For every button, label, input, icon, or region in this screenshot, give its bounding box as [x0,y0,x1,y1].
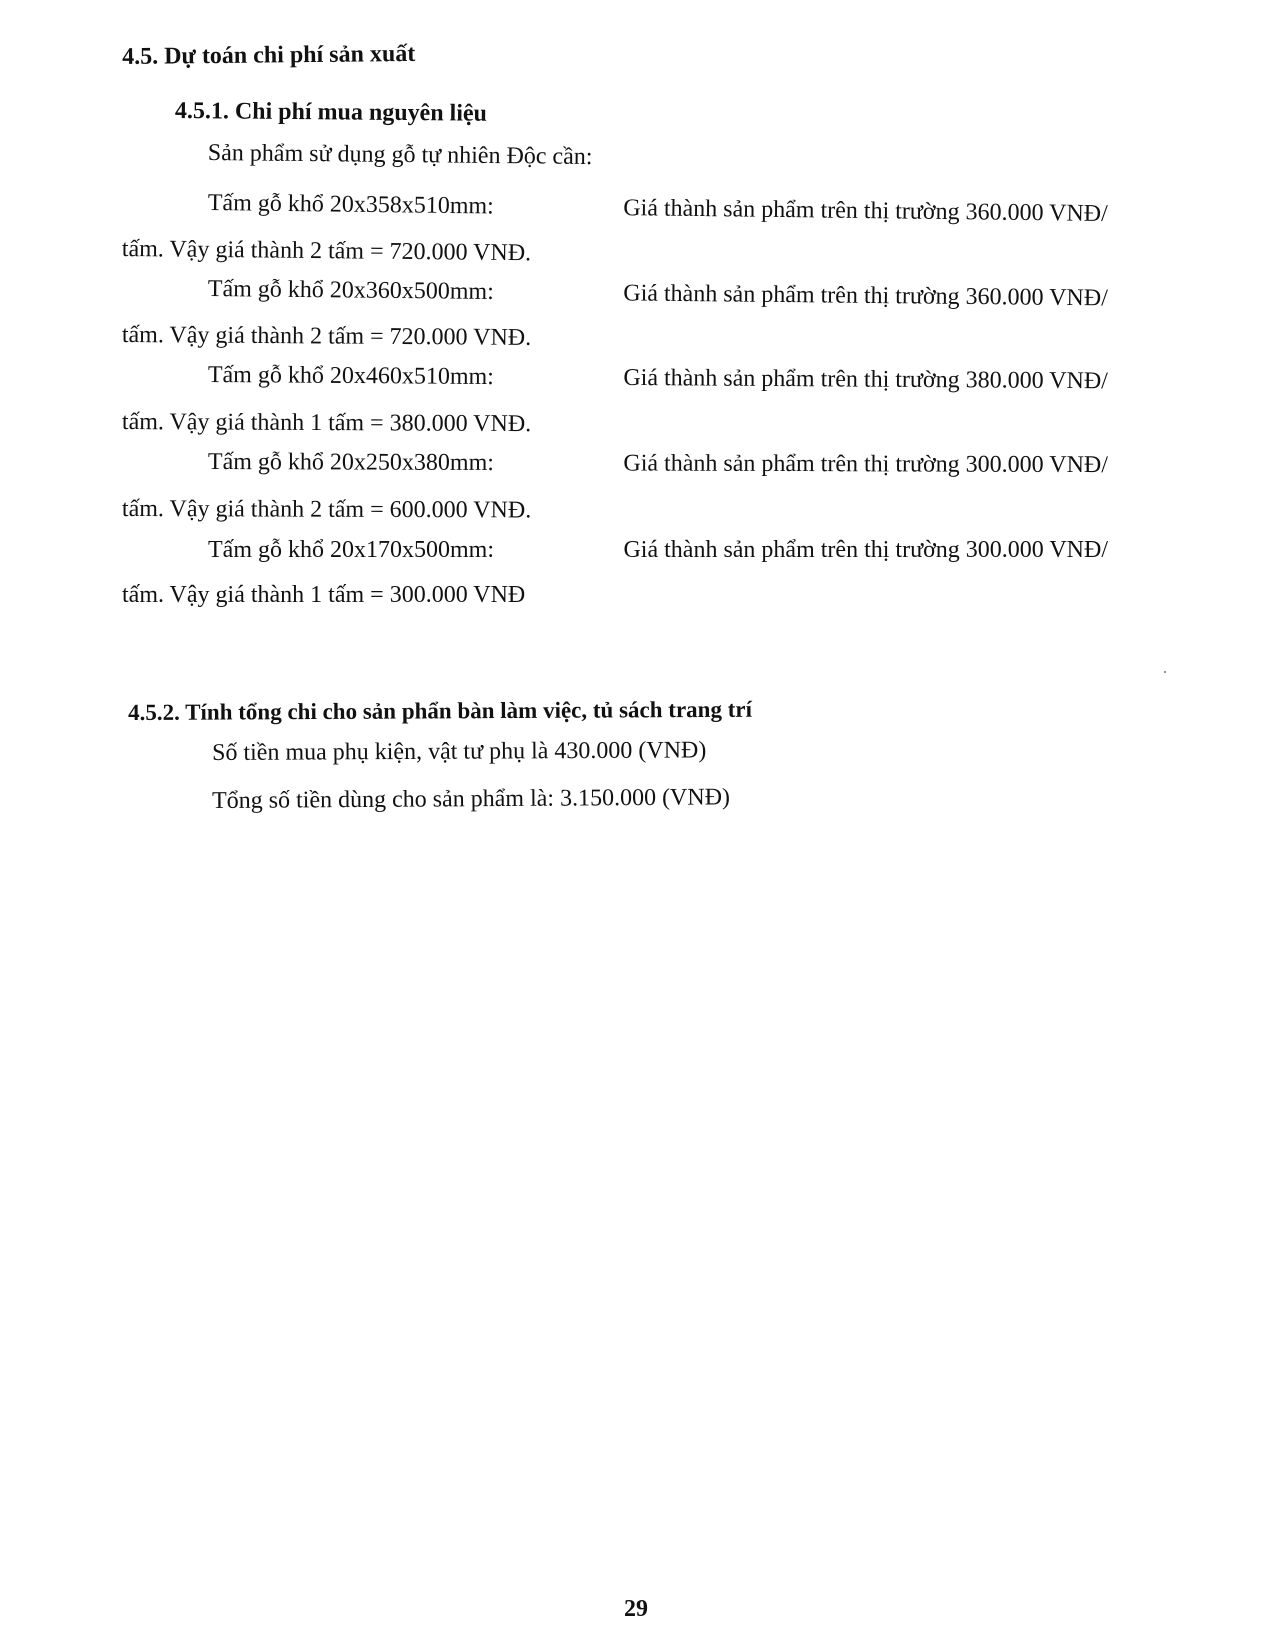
subsection-title-total-cost: 4.5.2. Tính tổng chi cho sản phẩn bàn làm việc, tủ sách trang trí [128,696,752,725]
total-cost-text: Tổng số tiền dùng cho sản phẩm là: 3.150.000 (VNĐ) [212,784,731,814]
scan-speck [1164,671,1166,673]
item-total-text: tấm. Vậy giá thành 2 tấm = 720.000 VNĐ. [121,322,532,351]
list-item [208,362,1108,395]
list-item [208,537,1108,564]
item-price-text: Giá thành sản phẩm trên thị trường 360.000 VNĐ/ [623,280,1108,312]
section-title: 4.5. Dự toán chi phí sản xuất [122,40,416,70]
list-item [208,276,1108,312]
list-item [208,449,1108,479]
item-total-text: tấm. Vậy giá thành 1 tấm = 300.000 VNĐ [122,582,526,608]
item-total-text: tấm. Vậy giá thành 2 tấm = 720.000 VNĐ. [121,236,532,267]
item-price-text: Giá thành sản phẩm trên thị trường 380.000 VNĐ/ [623,364,1108,395]
list-item [208,190,1108,228]
item-size-label: Tấm gỗ khổ 20x250x380mm: [207,449,494,476]
item-total-text: tấm. Vậy giá thành 1 tấm = 380.000 VNĐ. [121,409,532,438]
item-price-text: Giá thành sản phẩm trên thị trường 360.000 VNĐ/ [623,195,1108,227]
item-size-label: Tấm gỗ khổ 20x360x500mm: [207,276,494,305]
item-size-label: Tấm gỗ khổ 20x170x500mm: [208,537,494,563]
item-size-label: Tấm gỗ khổ 20x460x510mm: [207,362,494,390]
intro-text: Sản phẩm sử dụng gỗ tự nhiên Độc cần: [207,140,593,171]
accessories-cost-text: Số tiền mua phụ kiện, vật tư phụ là 430.000 (VNĐ) [212,737,707,766]
item-size-label: Tấm gỗ khổ 20x358x510mm: [207,190,494,220]
page-number: 29 [624,1596,648,1622]
item-price-text: Giá thành sản phẩm trên thị trường 300.000 VNĐ/ [623,537,1108,563]
item-total-text: tấm. Vậy giá thành 2 tấm = 600.000 VNĐ. [121,496,532,524]
item-price-text: Giá thành sản phẩm trên thị trường 300.000 VNĐ/ [623,450,1108,479]
subsection-title-raw-materials: 4.5.1. Chi phí mua nguyên liệu [174,98,488,127]
